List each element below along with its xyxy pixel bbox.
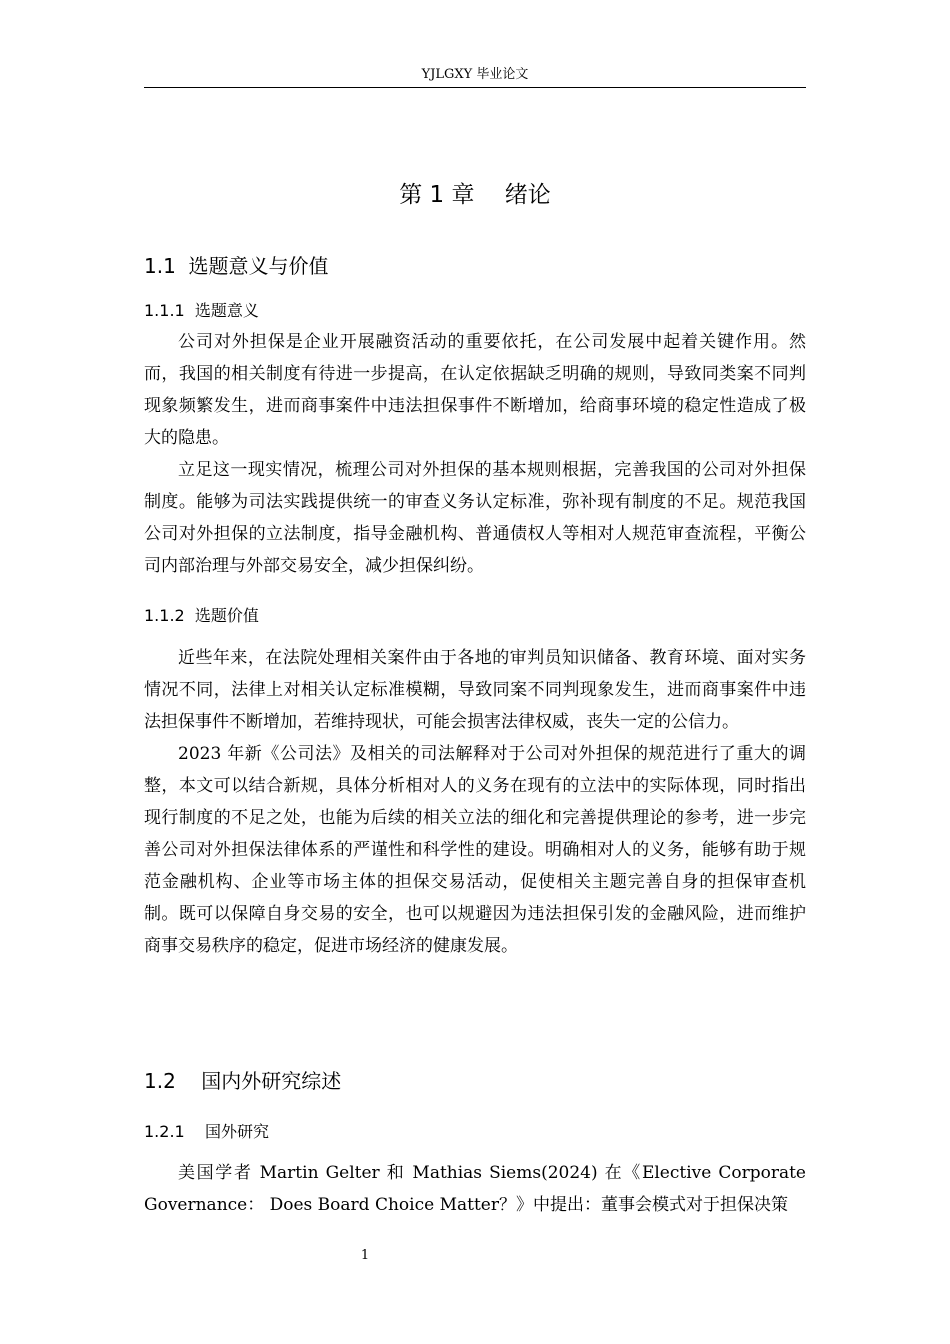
running-header: YJLGXY 毕业论文 [421,67,529,82]
subsection-heading-1-1-1: 1.1.1 选题意义 [144,301,259,320]
subsection-body-1-2-1 [144,1157,806,1221]
chapter-title: 第 1 章 绪论 [399,182,551,208]
paragraph: 美国学者 Martin Gelter 和 Mathias Siems(2024) 在《Elective Corporate Governance： Does Board Choice Matter？》中提出：董事会模式对于担保决策 [144,1163,806,1215]
section-heading-1-1: 1.1 选题意义与价值 [144,254,329,278]
subsection-heading-1-2-1: 1.2.1 国外研究 [144,1122,270,1141]
paragraph: 近些年来，在法院处理相关案件由于各地的审判员知识储备、教育环境、面对实务情况不同，法律上对相关认定标准模糊，导致同案不同判现象发生，进而商事案件中违法担保事件不断增加，若维持现状，可能会损害法律权威，丧失一定的公信力。 [144,648,806,732]
subsection-body-1-1-2 [144,642,806,962]
header-divider [144,87,806,88]
subsection-heading-1-1-2: 1.1.2 选题价值 [144,606,259,625]
paragraph: 2023 年新《公司法》及相关的司法解释对于公司对外担保的规范进行了重大的调整，本文可以结合新规，具体分析相对人的义务在现有的立法中的实际体现，同时指出现行制度的不足之处，也能为后续的相关立法的细化和完善提供理论的参考，进一步完善公司对外担保法律体系的严谨性和科学性的建设。明确相对人的义务，能够有助于规范金融机构、企业等市场主体的担保交易活动，促使相关主题完善自身的担保审查机制。既可以保障自身交易的安全，也可以规避因为违法担保引发的金融风险，进而维护商事交易秩序的稳定，促进市场经济的健康发展。 [144,744,806,956]
paragraph: 立足这一现实情况，梳理公司对外担保的基本规则根据，完善我国的公司对外担保制度。能够为司法实践提供统一的审查义务认定标准，弥补现有制度的不足。规范我国公司对外担保的立法制度，指导金融机构、普通债权人等相对人规范审查流程，平衡公司内部治理与外部交易安全，减少担保纠纷。 [144,460,806,576]
section-heading-1-2: 1.2 国内外研究综述 [144,1069,342,1093]
page-number: 1 [360,1248,370,1263]
paragraph: 公司对外担保是企业开展融资活动的重要依托，在公司发展中起着关键作用。然而，我国的相关制度有待进一步提高，在认定依据缺乏明确的规则，导致同类案不同判现象频繁发生，进而商事案件中违法担保事件不断增加，给商事环境的稳定性造成了极大的隐患。 [144,332,806,448]
subsection-body-1-1-1 [144,326,806,582]
